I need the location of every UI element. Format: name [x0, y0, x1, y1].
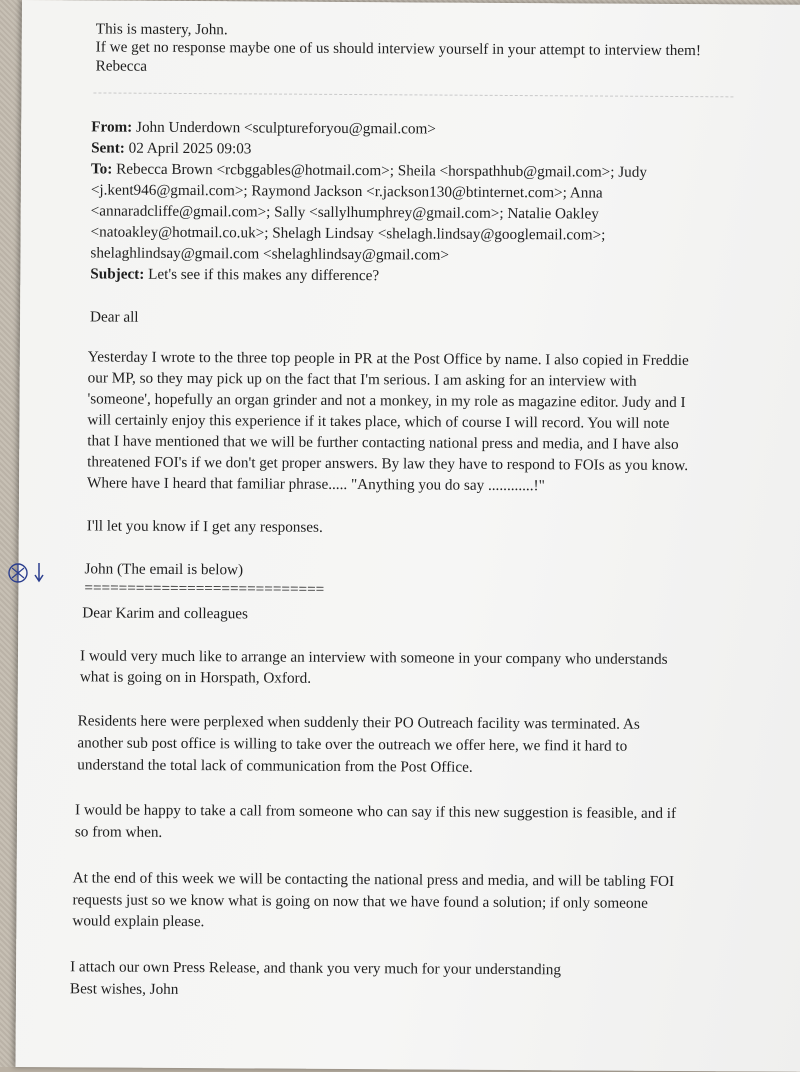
from-label: From:: [91, 118, 133, 136]
subject-label: Subject:: [90, 265, 145, 283]
body-line: will certainly enjoy this experience if it takes place, which of course I will record. You will note: [87, 411, 670, 432]
body-line: 'someone', hopefully an organ grinder and not a monkey, in my role as magazine editor. Judy and I: [87, 390, 686, 412]
reply-signature: Rebecca: [95, 57, 148, 75]
forwarded-line: would explain please.: [72, 912, 205, 931]
forwarded-line: I would very much like to arrange an interview with someone in your company who understands: [79, 647, 668, 668]
forwarded-line: At the end of this week we will be contacting the national press and media, and will be tabling FOI: [72, 869, 675, 890]
sent-row: [91, 139, 251, 158]
forwarded-line: what is going on in Horspath, Oxford.: [79, 668, 312, 687]
forwarded-line: requests just so we know what is going on now that we have found a solution; if only someone: [72, 891, 648, 912]
sent-label: Sent:: [91, 139, 125, 157]
closing-signoff: Best wishes, John: [69, 980, 179, 998]
handwritten-annotation-icon: [6, 560, 56, 584]
sent-value: 02 April 2025 09:03: [128, 139, 252, 158]
to-line: <annaradcliffe@gmail.com>; Sally <sallylhumphrey@gmail.com>; Natalie Oakley: [90, 202, 599, 223]
to-line: shelaghlindsay@gmail.com <shelaghlindsay@gmail.com>: [90, 244, 450, 264]
divider: [93, 92, 733, 98]
forwarded-line: Residents here were perplexed when suddenly their PO Outreach facility was terminated. As: [77, 712, 640, 733]
subject-value: Let's see if this makes any difference?: [148, 265, 380, 285]
subject-row: [90, 265, 379, 285]
body-line: I'll let you know if I get any responses.: [86, 517, 323, 536]
body-line: our MP, so they may pick up on the fact that I'm serious. I am asking for an interview with: [87, 369, 637, 390]
forwarded-greeting: Dear Karim and colleagues: [82, 604, 249, 623]
forwarded-line: I would be happy to take a call from someone who can say if this new suggestion is feasible, and if: [75, 801, 677, 823]
body-line: that I have mentioned that we will be further contacting national press and media, and I have also: [87, 432, 679, 454]
to-row: [91, 160, 647, 181]
reply-line-2: If we get no response maybe one of us should interview yourself in your attempt to interview them!: [95, 38, 702, 60]
to-line: <j.kent946@gmail.com>; Raymond Jackson <r.jackson130@btinternet.com>; Anna: [90, 181, 603, 202]
printed-email-page: [15, 0, 800, 1072]
sign-line: John (The email is below): [84, 560, 244, 579]
to-label: To:: [90, 160, 113, 178]
forwarded-line: understand the total lack of communication from the Post Office.: [77, 756, 473, 776]
body-line: Where have I heard that familiar phrase..... "Anything you do say ............!": [86, 474, 545, 495]
greeting: Dear all: [90, 308, 139, 326]
forwarded-line: so from when.: [74, 823, 163, 841]
to-line: Rebecca Brown <rcbggables@hotmail.com>; Sheila <horspathhub@gmail.com>; Judy: [116, 160, 648, 181]
reply-line-1: This is mastery, John.: [95, 20, 228, 39]
from-row: [91, 118, 436, 138]
closing-line: I attach our own Press Release, and thank you very much for your understanding: [70, 958, 562, 979]
forwarded-line: another sub post office is willing to take over the outreach we offer here, we find it hard to: [77, 734, 628, 755]
body-line: Yesterday I wrote to the three top people in PR at the Post Office by name. I also copied in Freddie: [87, 348, 689, 370]
separator: ============================: [84, 579, 325, 598]
from-value: John Underdown <sculptureforyou@gmail.com>: [136, 118, 436, 138]
to-line: <natoakley@hotmail.co.uk>; Shelagh Lindsay <shelagh.lindsay@googlemail.com>;: [90, 223, 606, 244]
body-line: threatened FOI's if we don't get proper answers. By law they have to respond to FOIs as you know.: [87, 453, 689, 475]
